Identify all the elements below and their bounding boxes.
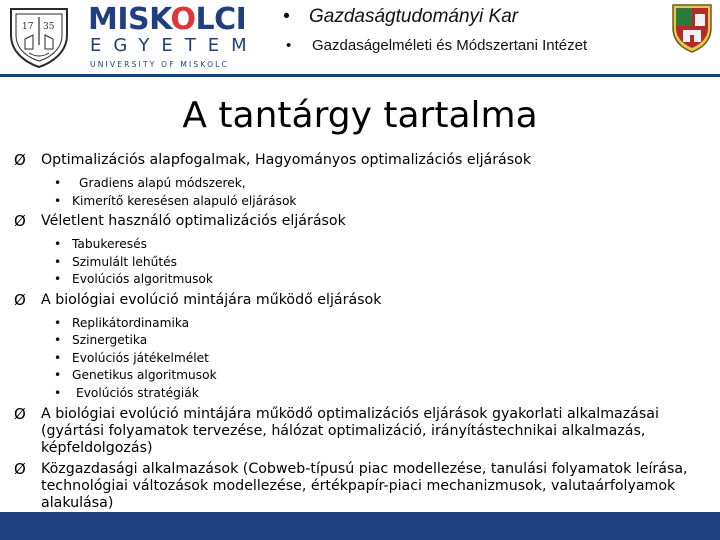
- faculty-name: • Gazdaságtudományi Kar: [283, 6, 519, 27]
- topic-text: Optimalizációs alapfogalmak, Hagyományos optimalizációs eljárások: [41, 152, 532, 168]
- topic-text: Véletlent használó optimalizációs eljárások: [41, 213, 346, 229]
- topic-item: [14, 461, 704, 512]
- subtopic-item: • Genetikus algoritmusok: [54, 368, 217, 382]
- topic-item: [14, 406, 704, 457]
- logo-footer-text: UNIVERSITY OF MISKOLC: [90, 60, 229, 69]
- subtopic-item: • Evolúciós játékelmélet: [54, 350, 209, 365]
- topic-item: [14, 152, 704, 169]
- topic-text: A biológiai evolúció mintájára működő optimalizációs eljárások gyakorlati alkalmazásai (gyártási folyamatok tervezése, hálózat optimalizáció, irányítástechnikai alkalmazás, képfeldolgozás): [41, 406, 659, 456]
- subtopic-item: • Szimulált lehűtés: [54, 254, 177, 269]
- institute-name: • Gazdaságelméleti és Módszertani Intézet: [286, 37, 588, 54]
- slide-title: A tantárgy tartalma: [182, 95, 538, 136]
- header-rule: [0, 74, 720, 77]
- seal-year-left: 17: [22, 22, 34, 32]
- logo-wordmark: MISKOLCI: [88, 2, 247, 37]
- topic-text: A biológiai evolúció mintájára működő eljárások: [41, 291, 382, 308]
- arrow-bullet-icon: Ø: [14, 405, 26, 423]
- footer-bar: [0, 512, 720, 540]
- university-seal-icon: [5, 5, 73, 69]
- subtopic-item: • Evolúciós stratégiák: [54, 385, 199, 400]
- arrow-bullet-icon: Ø: [14, 290, 26, 309]
- subtopic-item: • Tabukeresés: [54, 237, 147, 251]
- subtopic-item: • Szinergetika: [54, 333, 148, 347]
- city-coat-of-arms-icon: [670, 2, 714, 54]
- arrow-bullet-icon: Ø: [14, 151, 26, 169]
- subtopic-item: • Evolúciós algoritmusok: [54, 272, 213, 286]
- subtopic-item: • Replikátordinamika: [54, 315, 190, 330]
- subtopic-item: • Kimerítő keresésen alapuló eljárások: [54, 193, 297, 208]
- topic-list: [14, 152, 704, 512]
- arrow-bullet-icon: Ø: [14, 460, 26, 478]
- topic-text: Közgazdasági alkalmazások (Cobweb-típusú piac modellezése, tanulási folyamatok leírása, technológiai változások modellezése, értékpapír-piaci mechanizmusok, valutaárfolyamok alakulása): [41, 461, 688, 511]
- university-logo: [88, 2, 259, 70]
- subtopic-item: • Gradiens alapú módszerek,: [54, 176, 246, 190]
- seal-year-right: 35: [43, 22, 55, 32]
- topic-item: [14, 292, 704, 309]
- logo-accent-letter: O: [170, 2, 196, 37]
- arrow-bullet-icon: Ø: [14, 212, 26, 230]
- topic-item: [14, 213, 704, 230]
- logo-subtitle: EGYETEM: [90, 35, 259, 56]
